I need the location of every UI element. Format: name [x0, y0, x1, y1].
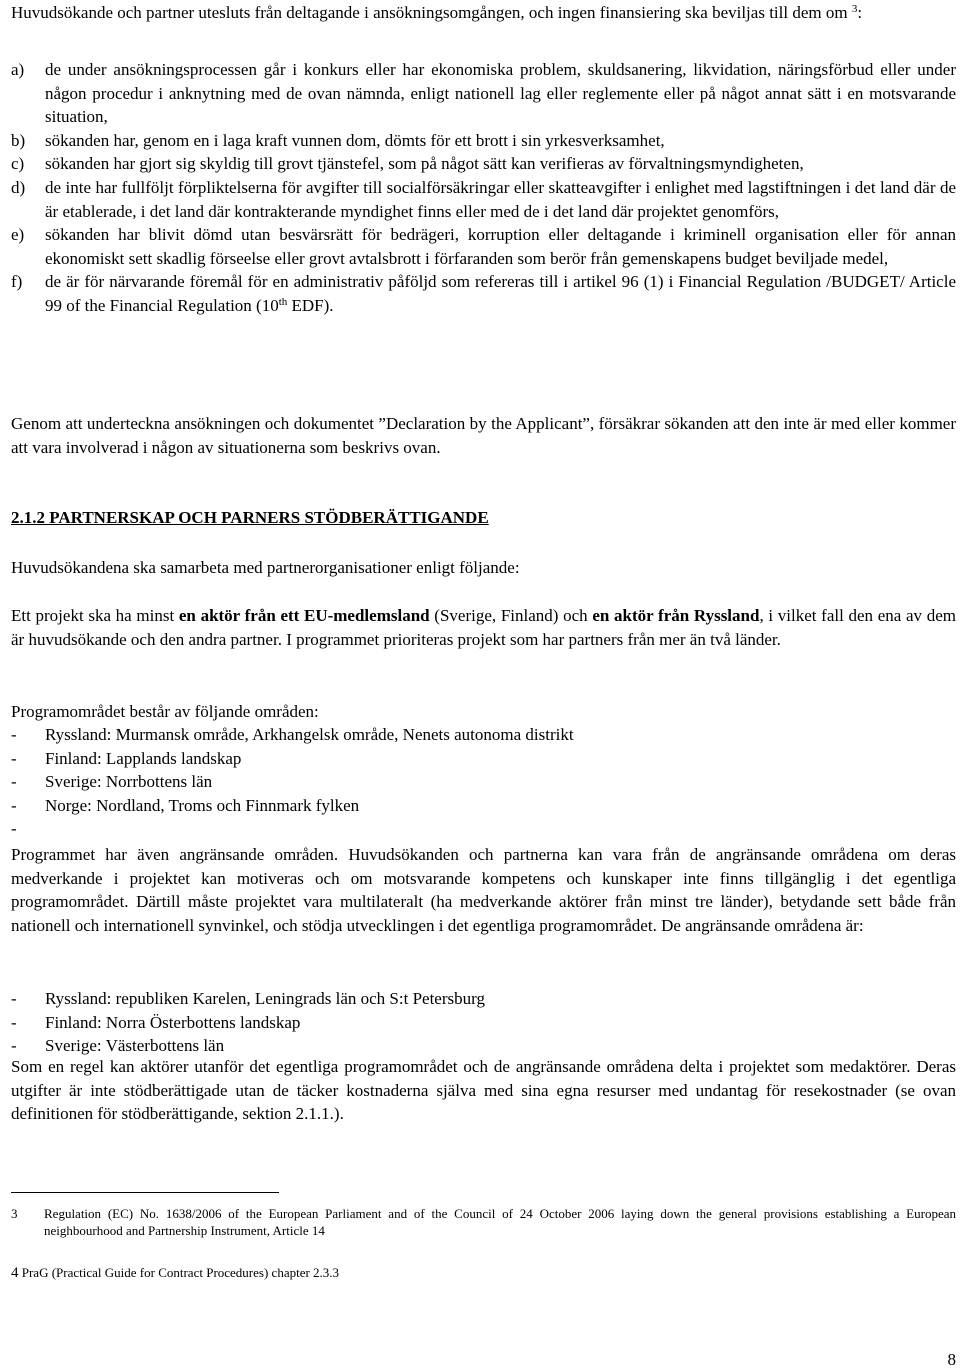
exclusion-item [11, 270, 956, 317]
footnote-marker: 3 [11, 1206, 18, 1221]
text-run: , i vilket fall den ena av dem är huvudsökande och den andra partner. I programmet prioriteras projekt som har partners från mer än två länder. [11, 606, 957, 649]
list-item [11, 817, 956, 841]
exclusion-list [11, 58, 956, 318]
text-run: Ett projekt ska ha minst [11, 606, 179, 625]
footnote-marker: 4 [11, 1265, 19, 1281]
list-item-text: Ryssland: Murmansk område, Arkhangelsk område, Nenets autonoma distrikt [45, 725, 574, 744]
ordinal-suffix: th [278, 295, 288, 308]
list-item-text: Finland: Norra Österbottens landskap [45, 1012, 301, 1032]
page-number: 8 [947, 1350, 956, 1369]
list-item-text: Ryssland: republiken Karelen, Leningrads län och S:t Petersburg [45, 989, 485, 1008]
list-marker: f) [11, 272, 23, 292]
bold-russia: en aktör från Ryssland [592, 606, 760, 625]
list-item-text: sökanden har, genom en i laga kraft vunnen dom, dömts för ett brott i sin yrkesverksamhet, [45, 130, 665, 150]
footnote-4 [11, 1264, 339, 1282]
declaration-paragraph: Genom att underteckna ansökningen och dokumentet ”Declaration by the Applicant”, försäkrar sökanden att den inte är med eller kommer att vara involverad i någon av situationerna som beskrivs ovan. [11, 414, 956, 457]
footnote-3-text [11, 1205, 956, 1239]
exclusion-item [11, 58, 956, 129]
list-marker: a) [11, 60, 25, 79]
list-marker: e) [11, 225, 25, 245]
exclusion-item [11, 129, 956, 153]
footnote-3 [11, 1205, 956, 1239]
footnote-ref-3[interactable]: 3 [851, 3, 858, 15]
footnote-body: Regulation (EC) No. 1638/2006 of the European Parliament and of the Council of 24 October 2006 laying down the general provisions establishing a European neighbourhood and Partnership Instrument, Article 14 [44, 1206, 956, 1238]
list-marker: - [11, 795, 17, 815]
list-item-text: de är för närvarande föremål för en administrativ påföljd som refereras till i artikel 96 (1) i Financial Regulation /BUDGET/ Article 99 of the Financial Regulation (10 [45, 272, 956, 315]
footnote-divider [11, 1192, 279, 1193]
list-item [11, 747, 956, 771]
list-marker: b) [11, 130, 26, 150]
list-item [11, 794, 956, 818]
list-marker: - [11, 748, 17, 768]
exclusion-item [11, 176, 956, 223]
intro-tail: : [857, 3, 863, 22]
list-item-text: de inte har fullföljt förpliktelserna för avgifter till socialförsäkringar eller skatteavgifter i enlighet med lagstiftningen i det land där de är etablerade, i det land där kontrakterande myndighet finns eller med de i det land där projektet genomförs, [45, 177, 956, 221]
list-item-text: Sverige: Norrbottens län [45, 772, 213, 792]
list-item-text: Norge: Nordland, Troms och Finnmark fylken [45, 795, 360, 815]
adjacent-areas-paragraph: Programmet har även angränsande områden. Huvudsökanden och partnerna kan vara från de angränsande områdena om deras medverkande i projektet kan motiveras och om motsvarande kompetens och kunskaper inte finns tillgänglig i det egentliga programområdet. Därtill måste projektet vara multilateralt (ha medverkande aktörer från minst tre länder), betydande sett både från nationell och internationell synvinkel, och stödja utvecklingen i det egentliga programområdet. De angränsande områdena är: [11, 845, 956, 935]
program-area-list [11, 723, 956, 841]
rule-paragraph: Som en regel kan aktörer utanför det egentliga programområdet och de angränsande områdena delta i projektet som medaktörer. Deras utgifter är inte stödberättigade utan de täcker kostnaderna själva med sina egna resurser med undantag för resekostnader (se ovan definitionen för stödberättigande, sektion 2.1.1.). [11, 1057, 956, 1124]
list-item [11, 770, 956, 794]
list-item [11, 987, 956, 1011]
bold-eu-member: en aktör från ett EU-medlemsland [178, 606, 430, 625]
list-item-text: Sverige: Västerbottens län [45, 1036, 225, 1056]
list-marker: d) [11, 177, 26, 197]
list-item-text-end: EDF). [287, 295, 334, 315]
program-area-heading: Programområdet består av följande områden: [11, 702, 319, 721]
intro-text: Huvudsökande och partner utesluts från deltagande i ansökningsomgången, och ingen finansiering ska beviljas till dem om [11, 3, 848, 22]
intro-paragraph [11, 1, 956, 25]
adjacent-areas-list [11, 987, 956, 1058]
list-marker: - [11, 1012, 17, 1032]
requirement-paragraph: Huvudsökandena ska samarbeta med partnerorganisationer enligt följande: [11, 558, 520, 577]
list-marker: - [11, 1036, 17, 1056]
list-item-text: sökanden har blivit dömd utan besvärsrätt för bedrägeri, korruption eller deltagande i kriminell organisation eller för annan ekonomiskt sett skadlig förseelse eller grovt avtalsbrott i förfaranden som berör från gemenskapens budget beviljade medel, [45, 225, 956, 268]
list-item [11, 1011, 956, 1035]
list-marker: - [11, 725, 17, 744]
list-marker: - [11, 772, 17, 792]
exclusion-item [11, 223, 956, 270]
project-paragraph [11, 604, 956, 651]
exclusion-item [11, 152, 956, 176]
section-heading: 2.1.2 PARTNERSKAP OCH PARNERS STÖDBERÄTTIGANDE [11, 508, 489, 527]
list-item [11, 723, 956, 747]
footnote-body: PraG (Practical Guide for Contract Procedures) chapter 2.3.3 [21, 1265, 340, 1280]
text-run: (Sverige, Finland) och [429, 606, 593, 625]
list-marker: c) [11, 154, 25, 174]
list-marker: - [11, 819, 17, 839]
list-item-text: Finland: Lapplands landskap [45, 748, 242, 768]
list-marker: - [11, 989, 17, 1008]
list-item-text: de under ansökningsprocessen går i konkurs eller har ekonomiska problem, skuldsanering, likvidation, näringsförbud eller under någon procedur i anknytning med de ovan nämnda, enligt nationell lag eller reglemente eller på något annat sätt i en motsvarande situation, [45, 60, 956, 127]
list-item-text: sökanden har gjort sig skyldig till grovt tjänstefel, som på något sätt kan verifieras av förvaltningsmyndigheten, [45, 154, 804, 174]
